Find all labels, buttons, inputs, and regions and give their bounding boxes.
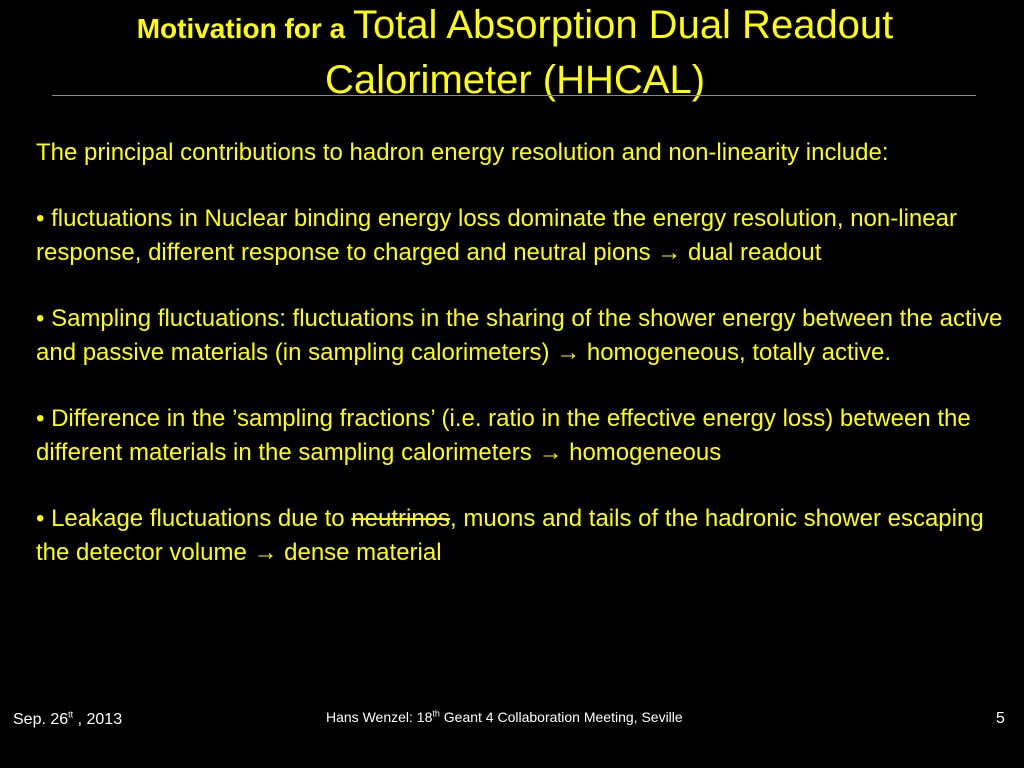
bullet-sampling-fractions: • Difference in the ’sampling fractions’ (i.e. ratio in the effective energy loss) between the different materials in the sampling calorimeters → homogeneous	[36, 405, 971, 466]
footer-date-pre: Sep. 26	[13, 711, 69, 728]
bullet-binding-energy: • fluctuations in Nuclear binding energy loss dominate the energy resolution, non-linear response, different response to charged and neutral pions → dual readout	[36, 205, 957, 266]
footer-center-pre: Hans Wenzel: 18	[326, 709, 433, 725]
intro-text: The principal contributions to hadron energy resolution and non-linearity include:	[36, 139, 889, 166]
bullet-leakage-struck: neutrinos	[351, 505, 451, 532]
footer-author-meeting	[326, 709, 683, 725]
bullet-leakage-post: , muons and tails of the hadronic shower escaping the detector volume → dense material	[36, 505, 984, 566]
title-divider	[52, 95, 976, 96]
bullet-sampling-fluctuations: • Sampling fluctuations: fluctuations in the sharing of the shower energy between the active and passive materials (in sampling calorimeters) → homogeneous, totally active.	[36, 305, 1003, 366]
title-line1: Total Absorption Dual Readout	[352, 3, 894, 47]
slide-body	[36, 136, 1021, 602]
slide-number: 5	[996, 710, 1005, 727]
footer-date-sup: tt	[68, 709, 74, 720]
title-prefix: Motivation for a	[136, 13, 353, 44]
footer-center-sup: th	[432, 708, 440, 719]
title-line2: Calorimeter (HHCAL)	[324, 58, 706, 102]
footer-date	[13, 711, 122, 729]
footer-date-post: , 2013	[73, 711, 123, 728]
bullet-leakage	[36, 502, 1021, 570]
bullet-leakage-pre: • Leakage fluctuations due to	[36, 505, 352, 532]
footer-center-post: Geant 4 Collaboration Meeting, Seville	[439, 709, 683, 725]
